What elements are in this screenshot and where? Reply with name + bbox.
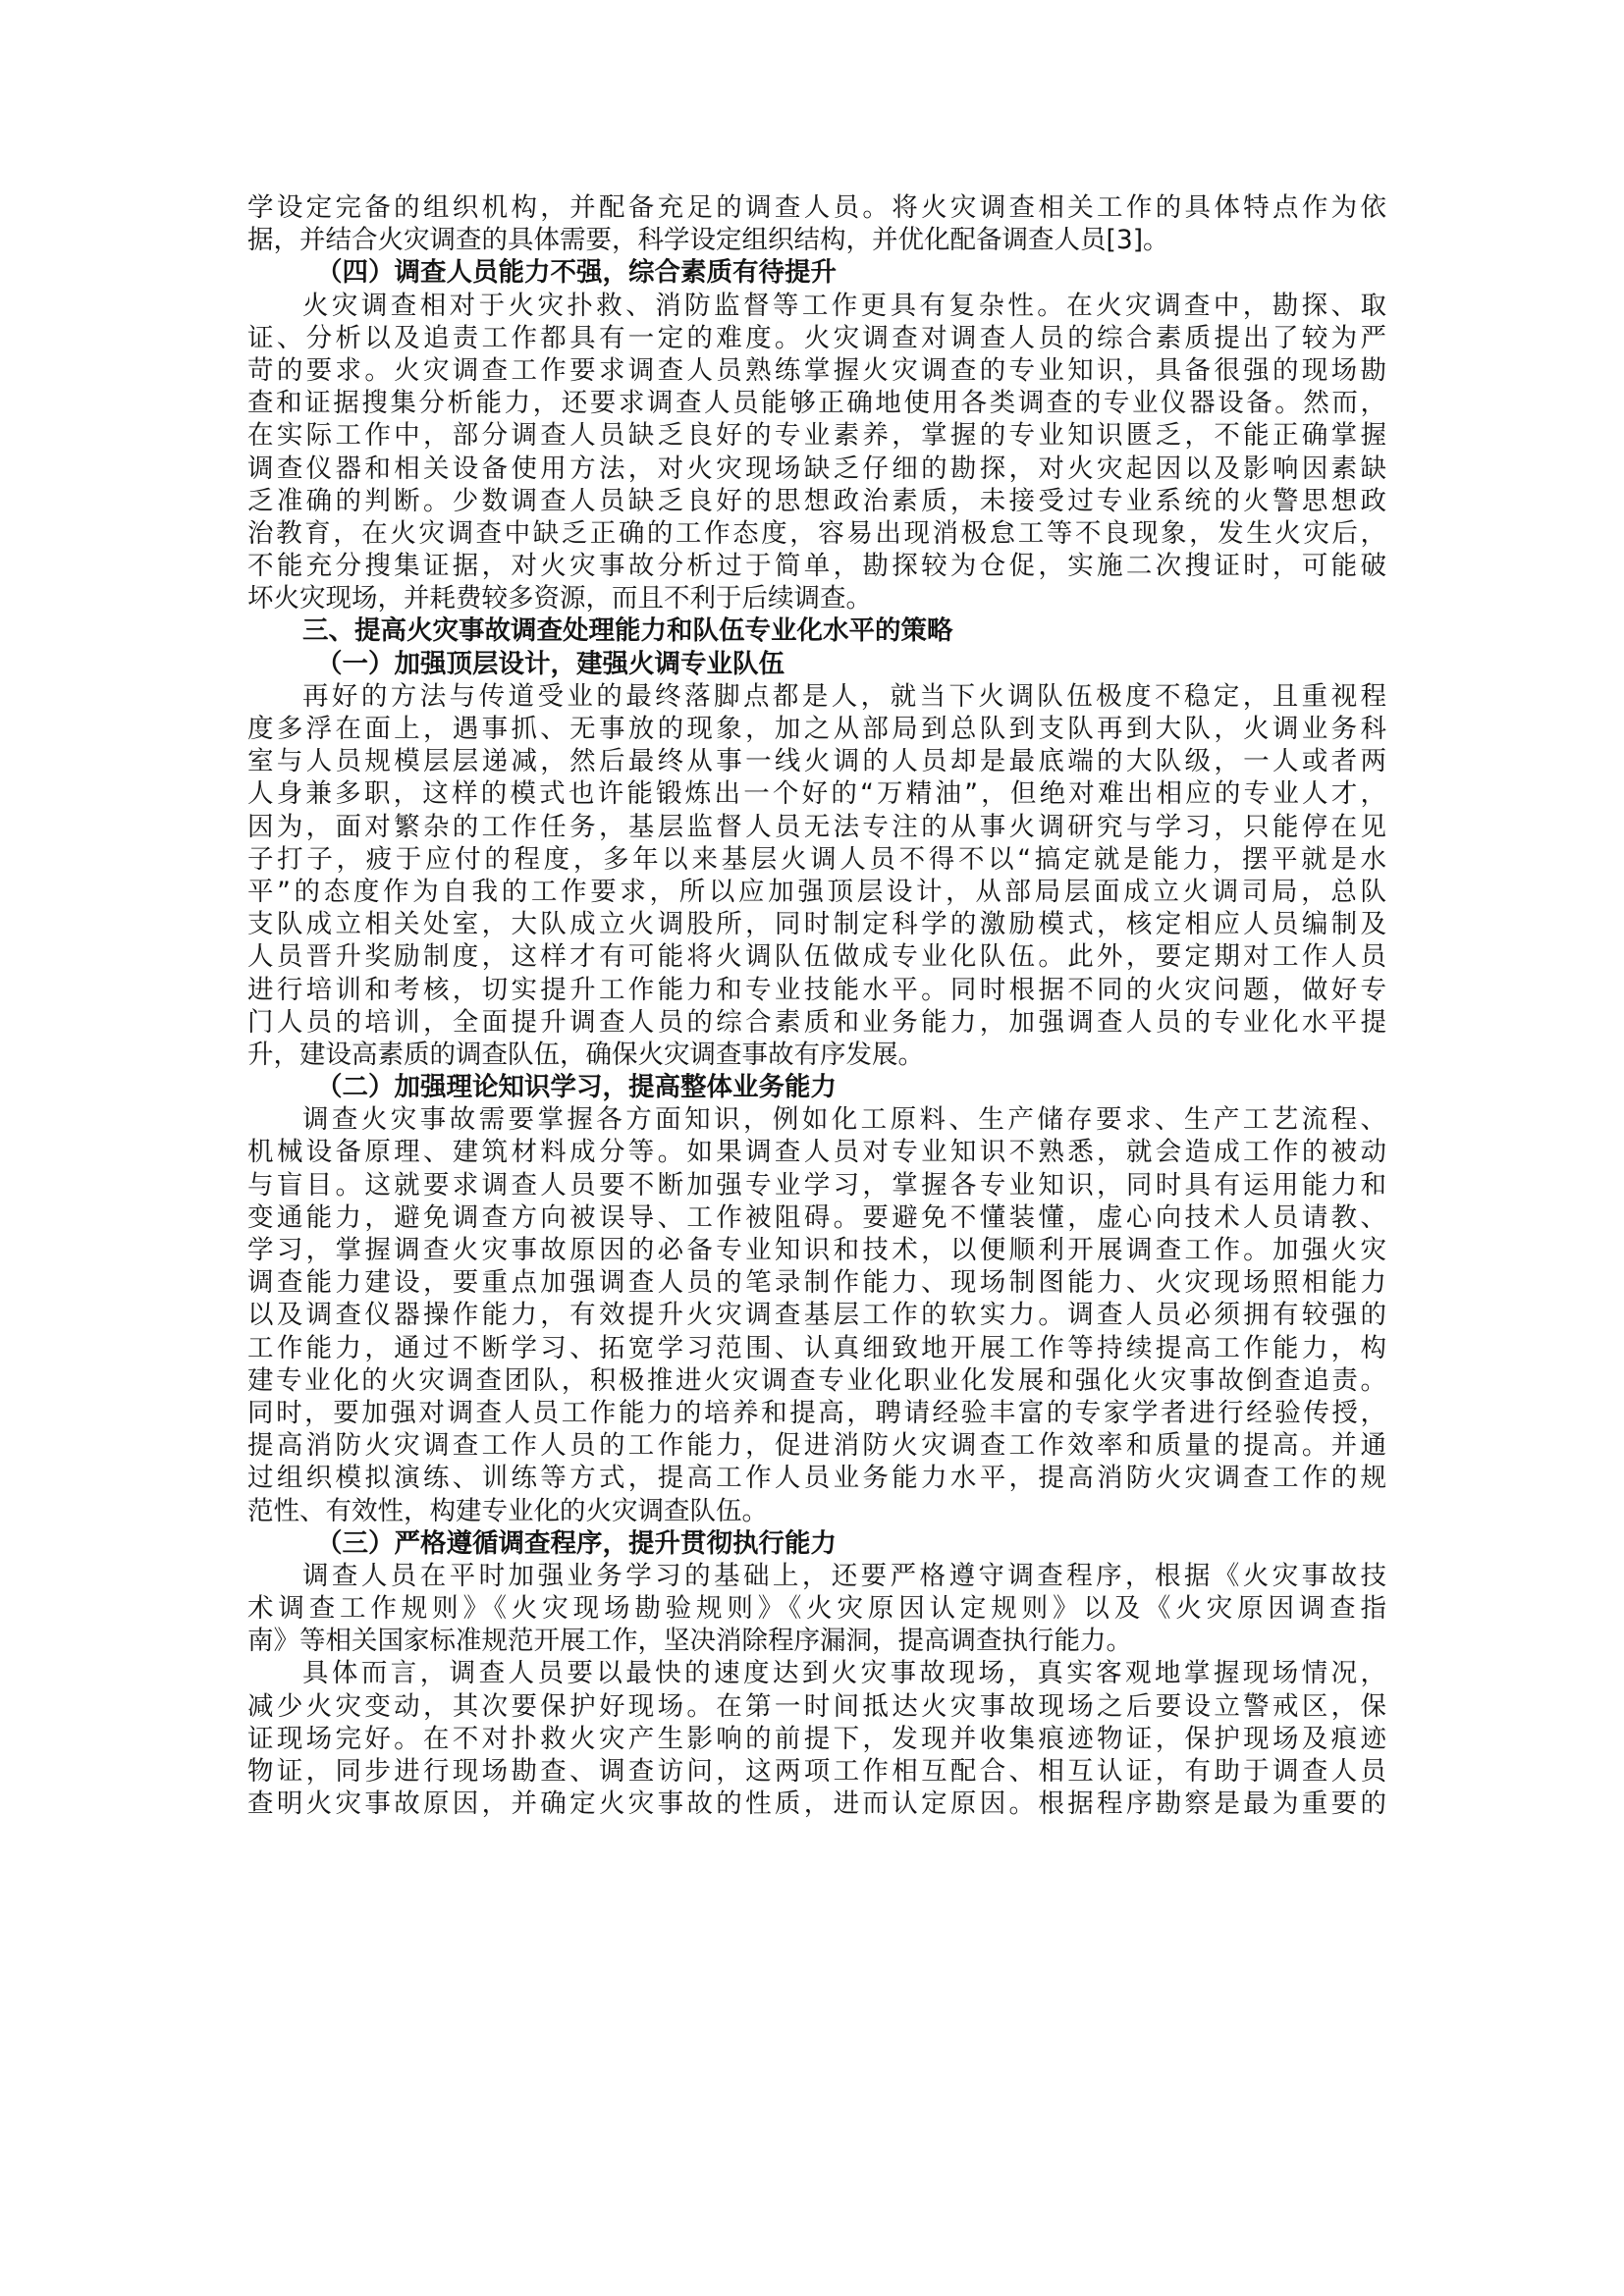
text-line: 物证，同步进行现场勘查、调查访问，这两项工作相互配合、相互认证，有助于调查人员 (247, 1756, 1386, 1787)
text-line: 升，建设高素质的调查队伍，确保火灾调查事故有序发展。 (247, 1039, 924, 1070)
text-line: 南》等相关国家标准规范开展工作，坚决消除程序漏洞，提高调查执行能力。 (247, 1626, 1132, 1657)
text-line: 学设定完备的组织机构，并配备充足的调查人员。将火灾调查相关工作的具体特点作为依 (247, 192, 1386, 223)
text-line: 进行培训和考核，切实提升工作能力和专业技能水平。同时根据不同的火灾问题，做好专 (247, 974, 1386, 1005)
text-line: 过组织模拟演练、训练等方式，提高工作人员业务能力水平，提高消防火灾调查工作的规 (247, 1463, 1386, 1494)
text-line: 室与人员规模层层递减，然后最终从事一线火调的人员却是最底端的大队级，一人或者两 (247, 746, 1386, 777)
text-line: 坏火灾现场，并耗费较多资源，而且不利于后续调查。 (247, 583, 872, 614)
section-heading: （四）调查人员能力不强，综合素质有待提升 (316, 257, 837, 289)
text-line: 学习，掌握调查火灾事故原因的必备专业知识和技术，以便顺利开展调查工作。加强火灾 (247, 1235, 1386, 1265)
text-line: 以及调查仪器操作能力，有效提升火灾调查基层工作的软实力。调查人员必须拥有较强的 (247, 1300, 1386, 1331)
text-line: 证现场完好。在不对扑救火灾产生影响的前提下，发现并收集痕迹物证，保护现场及痕迹 (247, 1723, 1386, 1754)
text-line: 苛的要求。火灾调查工作要求调查人员熟练掌握火灾调查的专业知识，具备很强的现场勘 (247, 354, 1386, 386)
text-line: 范性、有效性，构建专业化的火灾调查队伍。 (247, 1495, 768, 1526)
text-line: 调查仪器和相关设备使用方法，对火灾现场缺乏仔细的勘探，对火灾起因以及影响因素缺 (247, 453, 1386, 484)
text-line: 变通能力，避免调查方向被误导、工作被阻碍。要避免不懂装懂，虚心向技术人员请教、 (247, 1201, 1386, 1233)
text-line: 在实际工作中，部分调查人员缺乏良好的专业素养，掌握的专业知识匮乏，不能正确掌握 (247, 420, 1386, 452)
text-line: 据，并结合火灾调查的具体需要，科学设定组织结构，并优化配备调查人员[3]。 (247, 225, 1169, 256)
text-line: 调查人员在平时加强业务学习的基础上，还要严格遵守调查程序，根据《火灾事故技 (302, 1560, 1386, 1591)
text-line: 具体而言，调查人员要以最快的速度达到火灾事故现场，真实客观地掌握现场情况， (302, 1658, 1386, 1689)
text-line: 乏准确的判断。少数调查人员缺乏良好的思想政治素质，未接受过专业系统的火警思想政 (247, 485, 1386, 516)
section-heading: （一）加强顶层设计，建强火调专业队伍 (316, 648, 785, 679)
text-line: 证、分析以及追责工作都具有一定的难度。火灾调查对调查人员的综合素质提出了较为严 (247, 322, 1386, 353)
text-line: 人身兼多职，这样的模式也许能锻炼出一个好的“万精油”，但绝对难出相应的专业人才， (247, 778, 1386, 810)
text-line: 与盲目。这就要求调查人员要不断加强专业学习，掌握各专业知识，同时具有运用能力和 (247, 1169, 1386, 1201)
text-line: 机械设备原理、建筑材料成分等。如果调查人员对专业知识不熟悉，就会造成工作的被动 (247, 1137, 1386, 1168)
text-line: 同时，要加强对调查人员工作能力的培养和提高，聘请经验丰富的专家学者进行经验传授， (247, 1397, 1386, 1428)
text-line: 建专业化的火灾调查团队，积极推进火灾调查专业化职业化发展和强化火灾事故倒查追责。 (247, 1364, 1386, 1396)
text-line: 查和证据搜集分析能力，还要求调查人员能够正确地使用各类调查的专业仪器设备。然而， (247, 388, 1386, 419)
text-line: 再好的方法与传道受业的最终落脚点都是人，就当下火调队伍极度不稳定，且重视程 (302, 680, 1386, 712)
text-line: 不能充分搜集证据，对火灾事故分析过于简单，勘探较为仓促，实施二次搜证时，可能破 (247, 551, 1386, 582)
text-line: 度多浮在面上，遇事抓、无事放的现象，加之从部局到总队到支队再到大队，火调业务科 (247, 714, 1386, 744)
text-line: 调查能力建设，要重点加强调查人员的笔录制作能力、现场制图能力、火灾现场照相能力 (247, 1267, 1386, 1299)
text-line: 平”的态度作为自我的工作要求，所以应加强顶层设计，从部局层面成立火调司局，总队 (247, 876, 1386, 907)
text-line: 调查火灾事故需要掌握各方面知识，例如化工原料、生产储存要求、生产工艺流程、 (302, 1104, 1386, 1136)
document-page (247, 191, 1386, 1820)
text-line: 术调查工作规则》《火灾现场勘验规则》《火灾原因认定规则》以及《火灾原因调查指 (247, 1593, 1386, 1625)
text-line: 查明火灾事故原因，并确定火灾事故的性质，进而认定原因。根据程序勘察是最为重要的 (247, 1789, 1386, 1820)
text-line: 人员晋升奖励制度，这样才有可能将火调队伍做成专业化队伍。此外，要定期对工作人员 (247, 941, 1386, 973)
text-line: 减少火灾变动，其次要保护好现场。在第一时间抵达火灾事故现场之后要设立警戒区，保 (247, 1690, 1386, 1722)
text-line: 提高消防火灾调查工作人员的工作能力，促进消防火灾调查工作效率和质量的提高。并通 (247, 1430, 1386, 1462)
section-heading: （二）加强理论知识学习，提高整体业务能力 (316, 1072, 837, 1103)
text-line: 因为，面对繁杂的工作任务，基层监督人员无法专注的从事火调研究与学习，只能停在见 (247, 811, 1386, 842)
text-line: 子打子，疲于应付的程度，多年以来基层火调人员不得不以“搞定就是能力，摆平就是水 (247, 843, 1386, 875)
text-line: 火灾调查相对于火灾扑救、消防监督等工作更具有复杂性。在火灾调查中，勘探、取 (302, 290, 1386, 321)
text-line: 治教育，在火灾调查中缺乏正确的工作态度，容易出现消极怠工等不良现象，发生火灾后， (247, 517, 1386, 549)
text-line: 支队成立相关处室，大队成立火调股所，同时制定科学的激励模式，核定相应人员编制及 (247, 909, 1386, 940)
chapter-heading: 三、提高火灾事故调查处理能力和队伍专业化水平的策略 (302, 615, 953, 647)
section-heading: （三）严格遵循调查程序，提升贯彻执行能力 (316, 1527, 837, 1559)
text-line: 门人员的培训，全面提升调查人员的综合素质和业务能力，加强调查人员的专业化水平提 (247, 1006, 1386, 1038)
text-line: 工作能力，通过不断学习、拓宽学习范围、认真细致地开展工作等持续提高工作能力，构 (247, 1332, 1386, 1363)
